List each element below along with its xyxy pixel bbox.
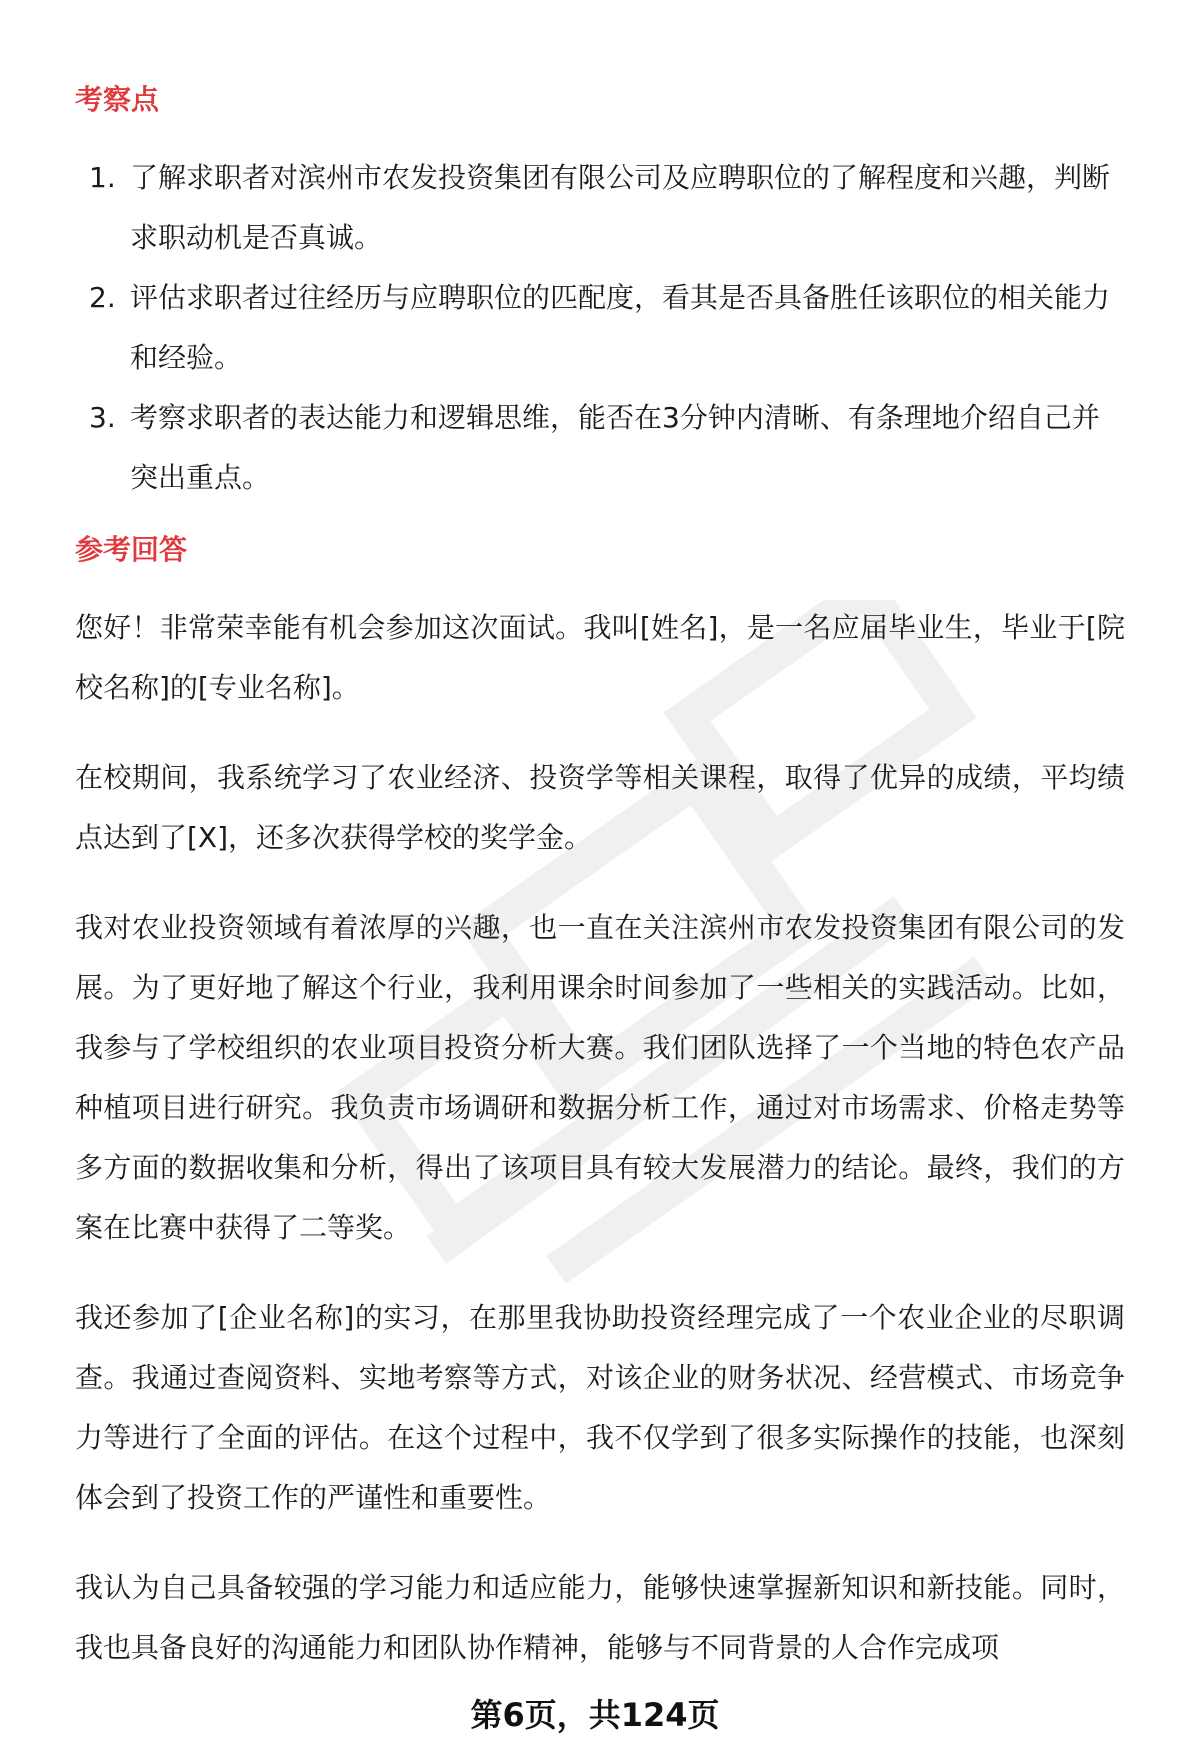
list-item-number: 1. — [89, 161, 116, 194]
list-item-number: 2. — [89, 281, 116, 314]
list-item-text: 了解求职者对滨州市农发投资集团有限公司及应聘职位的了解程度和兴趣，判断求职动机是否真诚。 — [130, 161, 1111, 254]
examination-points-list — [75, 148, 1125, 508]
examination-heading: 考察点 — [75, 83, 160, 116]
list-item-number: 3. — [89, 401, 116, 434]
list-item — [75, 388, 1125, 508]
answer-paragraph: 在校期间，我系统学习了农业经济、投资学等相关课程，取得了优异的成绩，平均绩点达到了[X]，还多次获得学校的奖学金。 — [75, 761, 1125, 854]
page-number-footer: 第6页，共124页 — [470, 1696, 720, 1734]
list-item-text: 考察求职者的表达能力和逻辑思维，能否在3分钟内清晰、有条理地介绍自己并突出重点。 — [130, 401, 1100, 494]
answer-paragraph: 我还参加了[企业名称]的实习，在那里我协助投资经理完成了一个农业企业的尽职调查。我通过查阅资料、实地考察等方式，对该企业的财务状况、经营模式、市场竞争力等进行了全面的评估。在这个过程中，我不仅学到了很多实际操作的技能，也深刻体会到了投资工作的严谨性和重要性。 — [75, 1301, 1125, 1514]
answer-paragraph: 您好！非常荣幸能有机会参加这次面试。我叫[姓名]，是一名应届毕业生，毕业于[院校名称]的[专业名称]。 — [75, 611, 1125, 704]
answer-heading: 参考回答 — [75, 533, 188, 566]
answer-paragraph: 我对农业投资领域有着浓厚的兴趣，也一直在关注滨州市农发投资集团有限公司的发展。为了更好地了解这个行业，我利用课余时间参加了一些相关的实践活动。比如，我参与了学校组织的农业项目投资分析大赛。我们团队选择了一个当地的特色农产品种植项目进行研究。我负责市场调研和数据分析工作，通过对市场需求、价格走势等多方面的数据收集和分析，得出了该项目具有较大发展潜力的结论。最终，我们的方案在比赛中获得了二等奖。 — [75, 911, 1125, 1244]
list-item — [75, 268, 1125, 388]
list-item — [75, 148, 1125, 268]
content-area — [75, 70, 1125, 1708]
answer-paragraph: 我认为自己具备较强的学习能力和适应能力，能够快速掌握新知识和新技能。同时，我也具备良好的沟通能力和团队协作精神，能够与不同背景的人合作完成项 — [75, 1571, 1125, 1664]
list-item-text: 评估求职者过往经历与应聘职位的匹配度，看其是否具备胜任该职位的相关能力和经验。 — [130, 281, 1111, 374]
